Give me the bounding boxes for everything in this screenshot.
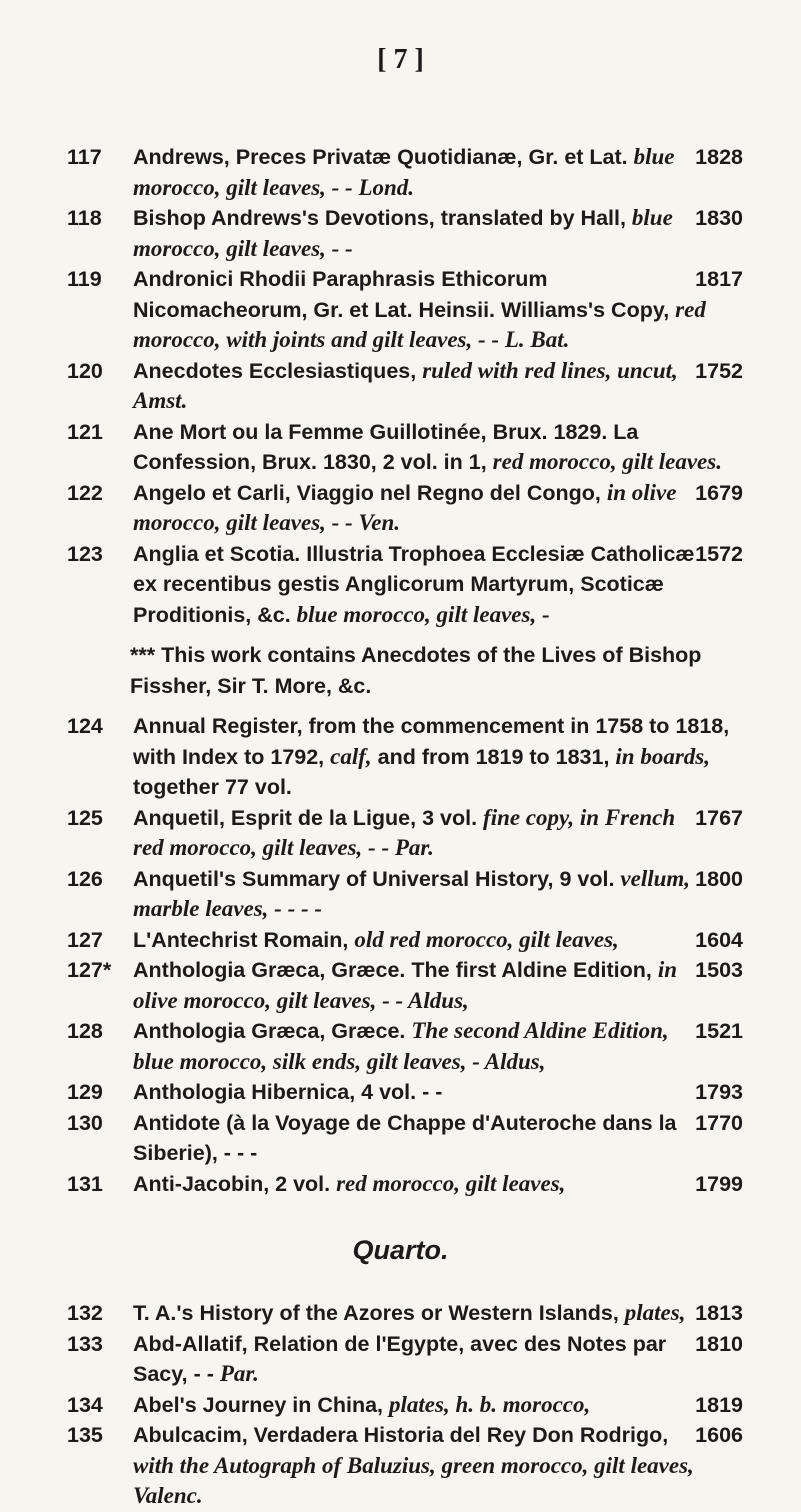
entry-number: 135: [67, 1423, 103, 1447]
catalogue-entry: [0, 1390, 801, 1421]
entry-binding: in boards,: [615, 743, 711, 769]
entry-year: 1799: [695, 1171, 743, 1196]
entry-text: Angelo et Carli, Viaggio nel Regno del Congo,: [133, 480, 607, 505]
entry-year: 1828: [695, 145, 743, 169]
entry-number: 125: [67, 805, 103, 830]
entry-year: 1813: [695, 1301, 743, 1325]
catalogue-entry: [0, 417, 801, 478]
entry-number: 130: [67, 1110, 103, 1135]
entry-year: 1830: [695, 206, 743, 230]
entry-number: 127: [67, 927, 103, 952]
catalogue-entry: [0, 864, 801, 925]
entry-binding: plates,: [624, 1300, 686, 1325]
entry-year: 1793: [695, 1080, 743, 1104]
entry-text: Andronici Rhodii Paraphrasis Ethicorum Nicomacheorum, Gr. et Lat. Heinsii. Williams's Copy,: [133, 267, 676, 322]
entry-year: 1770: [695, 1110, 743, 1135]
entry-text: Anecdotes Ecclesiastiques,: [133, 358, 423, 383]
catalogue-entry: [0, 1169, 801, 1200]
catalogue-entries: [0, 142, 801, 1512]
section-title: Quarto.: [352, 1235, 449, 1265]
entry-text: Antidote (à la Voyage de Chappe d'Auteroche dans la Siberie), - - -: [133, 1110, 677, 1165]
entry-text: Abulcacim, Verdadera Historia del Rey Don Rodrigo,: [133, 1423, 669, 1447]
catalogue-entry: [0, 803, 801, 864]
entry-number: 126: [67, 866, 103, 891]
entry-text: T. A.'s History of the Azores or Western Islands,: [133, 1301, 625, 1325]
entry-text: Anthologia Hibernica, 4 vol. - -: [133, 1080, 443, 1104]
catalogue-entry: [0, 1108, 801, 1169]
catalogue-entry: [0, 1298, 801, 1329]
entry-binding: red morocco, gilt leaves.: [492, 449, 722, 474]
catalogue-entry: [0, 539, 801, 631]
entry-year: 1503: [695, 958, 743, 982]
entry-text: Abd-Allatif, Relation de l'Egypte, avec des Notes par Sacy, - -: [133, 1331, 667, 1386]
entry-number: 120: [67, 358, 103, 383]
catalogue-entry: [0, 925, 801, 956]
entry-number: 134: [67, 1392, 103, 1417]
entry-binding: vellum, marble leaves, - - - -: [133, 865, 691, 921]
entry-text: Annual Register, from the commencement in 1758 to 1818, with Index to 1792,: [133, 714, 730, 769]
entry-binding: blue morocco, gilt leaves, - - Lond.: [133, 144, 675, 200]
entry-text: Anquetil, Esprit de la Ligue, 3 vol.: [133, 805, 484, 830]
entry-text: Andrews, Preces Privatæ Quotidianæ, Gr. et Lat.: [133, 145, 634, 169]
entry-number: 123: [67, 541, 103, 566]
entry-year: 1572: [695, 541, 743, 566]
catalogue-entry: [0, 1077, 801, 1108]
entry-binding: The second Aldine Edition, blue morocco, silk ends, gilt leaves, - Aldus,: [133, 1018, 669, 1074]
catalogue-entry: [0, 1329, 801, 1390]
entry-year: 1817: [695, 267, 743, 291]
entry-number: 129: [67, 1080, 103, 1104]
entry-text: and from 1819 to 1831,: [371, 744, 616, 769]
entry-binding: ruled with red lines, uncut, Amst.: [133, 357, 678, 413]
entry-year: 1604: [695, 927, 743, 952]
page-number: [ 7 ]: [377, 44, 424, 75]
entry-text: Anquetil's Summary of Universal History, 9 vol.: [133, 866, 621, 891]
entry-number: 131: [67, 1171, 103, 1196]
entry-year: 1752: [695, 358, 743, 383]
entry-text: Abel's Journey in China,: [133, 1392, 389, 1417]
entry-binding: old red morocco, gilt leaves,: [354, 926, 619, 952]
entry-number: 117: [67, 145, 102, 169]
entry-year: 1521: [695, 1019, 743, 1043]
entry-binding: in olive morocco, gilt leaves, - - Ven.: [133, 479, 677, 535]
catalogue-entry: [0, 1420, 801, 1512]
entry-binding: blue morocco, gilt leaves, - -: [133, 205, 673, 261]
entry-number: 121: [67, 419, 103, 444]
entry-number: 128: [67, 1019, 103, 1043]
entry-year: 1819: [695, 1392, 743, 1417]
catalogue-entry: [0, 356, 801, 417]
catalogue-entry: [0, 1016, 801, 1077]
catalogue-entry: [0, 142, 801, 203]
entry-binding: Par.: [219, 1361, 259, 1386]
entry-number: 124: [67, 714, 103, 738]
catalogue-entry: [0, 711, 801, 803]
entry-number: 119: [67, 267, 102, 291]
catalogue-entry: [0, 264, 801, 356]
entry-text: Bishop Andrews's Devotions, translated by Hall,: [133, 206, 632, 230]
entry-year: 1800: [695, 866, 743, 891]
entry-binding: blue morocco, gilt leaves, -: [296, 601, 550, 627]
entry-binding: fine copy, in French red morocco, gilt leaves, - - Par.: [133, 804, 676, 860]
entry-number: 132: [67, 1301, 103, 1325]
entry-text: together 77 vol.: [133, 775, 292, 799]
catalogue-entry: [0, 203, 801, 264]
catalogue-entry: [0, 478, 801, 539]
entry-text: Ane Mort ou la Femme Guillotinée, Brux. 1829. La Confession, Brux. 1830, 2 vol. in 1,: [133, 419, 639, 474]
entry-binding: in olive morocco, gilt leaves, - - Aldus,: [133, 957, 678, 1013]
entry-number: 118: [67, 206, 102, 230]
entry-text: Anthologia Græca, Græce. The first Aldine Edition,: [133, 958, 658, 982]
entry-binding: with the Autograph of Baluzius, green morocco, gilt leaves, Valenc.: [133, 1452, 694, 1508]
entry-year: 1606: [695, 1423, 743, 1447]
entry-text: Anti-Jacobin, 2 vol.: [133, 1171, 337, 1196]
entry-year: 1679: [695, 480, 743, 505]
entry-text: Anglia et Scotia. Illustria Trophoea Ecclesiæ Catholicæ ex recentibus gestis Anglicorum Martyrum, Scoticæ Proditionis, &c.: [133, 541, 695, 627]
entry-text: Anthologia Græca, Græce.: [133, 1019, 412, 1043]
entry-binding: plates, h. b. morocco,: [389, 1391, 591, 1417]
entry-binding: red morocco, with joints and gilt leaves, - - L. Bat.: [133, 296, 706, 352]
entry-text: L'Antechrist Romain,: [133, 927, 355, 952]
entry-number: 127*: [67, 958, 112, 982]
entry-binding: calf,: [330, 743, 372, 769]
footnote: *** This work contains Anecdotes of the Lives of Bishop Fissher, Sir T. More, &c.: [130, 643, 702, 698]
catalogue-entry: [0, 955, 801, 1016]
entry-number: 133: [67, 1331, 103, 1356]
entry-year: 1767: [695, 805, 743, 830]
entry-year: 1810: [695, 1331, 743, 1356]
entry-number: 122: [67, 480, 103, 505]
entry-binding: red morocco, gilt leaves,: [336, 1170, 566, 1196]
